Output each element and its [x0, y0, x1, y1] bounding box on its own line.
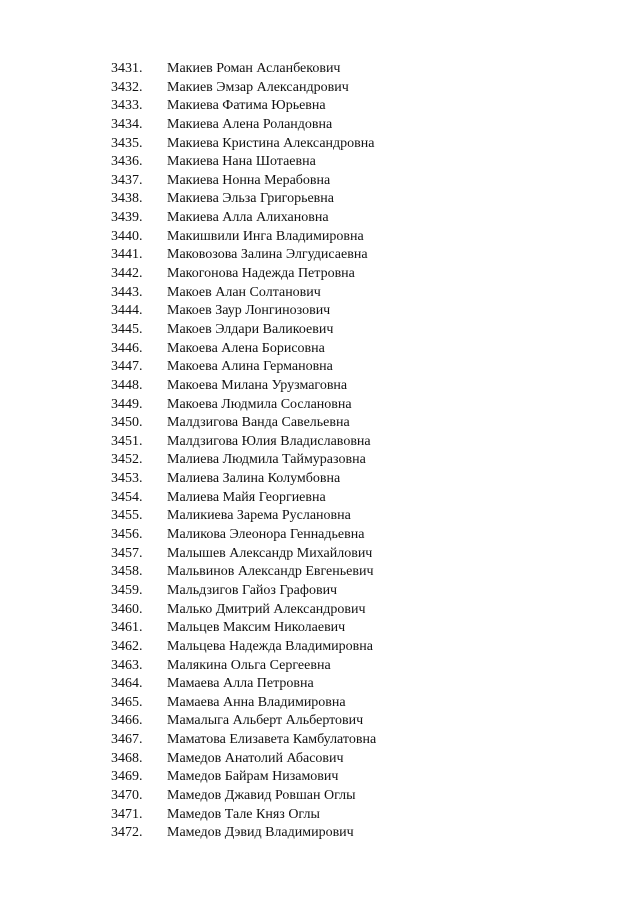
list-item: [0, 97, 640, 116]
list-item-number: 3443.: [111, 284, 143, 300]
list-item-name: Макишвили Инга Владимировна: [167, 228, 364, 244]
list-item: [0, 526, 640, 545]
list-item-number: 3437.: [111, 172, 143, 188]
list-item-name: Малько Дмитрий Александрович: [167, 601, 366, 617]
list-item-number: 3462.: [111, 638, 143, 654]
list-item: [0, 451, 640, 470]
list-item: [0, 601, 640, 620]
list-item-number: 3438.: [111, 191, 143, 207]
list-item-number: 3448.: [111, 377, 143, 393]
list-item: [0, 694, 640, 713]
list-item-number: 3447.: [111, 359, 143, 375]
list-item-number: 3472.: [111, 825, 143, 841]
list-item-number: 3452.: [111, 452, 143, 468]
list-item-number: 3470.: [111, 787, 143, 803]
list-item-name: Малышев Александр Михайлович: [167, 545, 373, 561]
list-item-number: 3446.: [111, 340, 143, 356]
list-item: [0, 712, 640, 731]
list-item: [0, 60, 640, 79]
list-item-name: Макогонова Надежда Петровна: [167, 266, 355, 282]
list-item-number: 3450.: [111, 415, 143, 431]
list-item-number: 3456.: [111, 527, 143, 543]
list-item-name: Макоев Алан Солтанович: [167, 284, 321, 300]
list-item: [0, 302, 640, 321]
list-item-name: Маликиева Зарема Руслановна: [167, 508, 351, 524]
list-item-number: 3441.: [111, 247, 143, 263]
list-item-name: Мальдзигов Гайоз Графович: [167, 582, 338, 598]
list-item-name: Мамаева Анна Владимировна: [167, 694, 346, 710]
list-item: [0, 638, 640, 657]
list-item-name: Мальвинов Александр Евгеньевич: [167, 564, 374, 580]
list-item-name: Макоев Элдари Валикоевич: [167, 321, 334, 337]
list-item: [0, 619, 640, 638]
list-item-name: Мальцева Надежда Владимировна: [167, 638, 373, 654]
list-item-number: 3459.: [111, 582, 143, 598]
list-item-number: 3439.: [111, 210, 143, 226]
list-item-number: 3465.: [111, 694, 143, 710]
list-item-number: 3458.: [111, 564, 143, 580]
list-item-number: 3436.: [111, 154, 143, 170]
list-item: [0, 172, 640, 191]
list-item: [0, 396, 640, 415]
list-item-number: 3467.: [111, 732, 143, 748]
list-item-name: Макиев Эмзар Александрович: [167, 79, 349, 95]
list-item: [0, 582, 640, 601]
list-item-number: 3434.: [111, 116, 143, 132]
list-item-name: Малдзигова Юлия Владиславовна: [167, 433, 371, 449]
list-item-number: 3433.: [111, 98, 143, 114]
list-item: [0, 246, 640, 265]
list-item: [0, 545, 640, 564]
list-item-number: 3440.: [111, 228, 143, 244]
list-item: [0, 284, 640, 303]
list-item-number: 3451.: [111, 433, 143, 449]
list-item-number: 3463.: [111, 657, 143, 673]
list-item: [0, 768, 640, 787]
list-item: [0, 824, 640, 843]
list-item: [0, 489, 640, 508]
list-item: [0, 377, 640, 396]
numbered-name-list: [0, 60, 640, 843]
list-item-name: Макоева Алина Германовна: [167, 359, 333, 375]
list-item-name: Малиева Майя Георгиевна: [167, 489, 326, 505]
list-item: [0, 358, 640, 377]
list-item-number: 3432.: [111, 79, 143, 95]
list-item-name: Мамедов Байрам Низамович: [167, 769, 339, 785]
list-item: [0, 153, 640, 172]
list-item-name: Макоева Милана Урузмаговна: [167, 377, 348, 393]
list-item: [0, 470, 640, 489]
list-item-name: Мамедов Джавид Ровшан Оглы: [167, 787, 356, 803]
list-item-name: Макиева Фатима Юрьевна: [167, 98, 326, 114]
list-item: [0, 563, 640, 582]
list-item: [0, 787, 640, 806]
list-item-name: Малдзигова Ванда Савельевна: [167, 415, 350, 431]
list-item-number: 3444.: [111, 303, 143, 319]
list-item-name: Макиева Алена Роландовна: [167, 116, 333, 132]
list-item-name: Малиева Залина Колумбовна: [167, 471, 341, 487]
list-item-name: Маматова Елизавета Камбулатовна: [167, 732, 377, 748]
list-item-name: Мамедов Анатолий Абасович: [167, 750, 344, 766]
list-item-number: 3435.: [111, 135, 143, 151]
list-item: [0, 190, 640, 209]
list-item-name: Макиев Роман Асланбекович: [167, 61, 341, 76]
list-item: [0, 806, 640, 825]
list-item-number: 3442.: [111, 266, 143, 282]
list-item: [0, 116, 640, 135]
list-item-number: 3466.: [111, 713, 143, 729]
list-item: [0, 414, 640, 433]
list-item: [0, 321, 640, 340]
list-item-name: Маковозова Залина Элгудисаевна: [167, 247, 368, 263]
list-item-number: 3469.: [111, 769, 143, 785]
list-item-name: Мальцев Максим Николаевич: [167, 620, 346, 636]
list-item-number: 3449.: [111, 396, 143, 412]
list-item: [0, 731, 640, 750]
list-item-name: Малякина Ольга Сергеевна: [167, 657, 331, 673]
list-item-number: 3457.: [111, 545, 143, 561]
list-item-name: Мамалыга Альберт Альбертович: [167, 713, 364, 729]
list-item-name: Макиева Нана Шотаевна: [167, 154, 316, 170]
list-item-name: Маликова Элеонора Геннадьевна: [167, 527, 365, 543]
list-item-number: 3454.: [111, 489, 143, 505]
list-item-name: Макиева Эльза Григорьевна: [167, 191, 334, 207]
list-item-number: 3453.: [111, 471, 143, 487]
list-item-name: Макоева Алена Борисовна: [167, 340, 325, 356]
list-item-number: 3471.: [111, 806, 143, 822]
list-item-name: Мамаева Алла Петровна: [167, 676, 314, 692]
list-item-name: Мамедов Тале Княз Оглы: [167, 806, 320, 822]
list-item-number: 3460.: [111, 601, 143, 617]
list-item: [0, 79, 640, 98]
list-item: [0, 209, 640, 228]
list-item-name: Макиева Алла Алихановна: [167, 210, 329, 226]
list-item: [0, 750, 640, 769]
list-item-number: 3464.: [111, 676, 143, 692]
list-item-name: Макиева Кристина Александровна: [167, 135, 375, 151]
list-item-number: 3445.: [111, 321, 143, 337]
list-item-name: Малиева Людмила Таймуразовна: [167, 452, 366, 468]
list-item-name: Макоева Людмила Сослановна: [167, 396, 352, 412]
list-item-number: 3461.: [111, 620, 143, 636]
list-item-number: 3468.: [111, 750, 143, 766]
list-item: [0, 265, 640, 284]
list-item-number: 3431.: [111, 61, 143, 76]
list-item-name: Макоев Заур Лонгинозович: [167, 303, 331, 319]
list-item-name: Мамедов Дэвид Владимирович: [167, 825, 354, 841]
list-item: [0, 657, 640, 676]
list-item: [0, 228, 640, 247]
list-item: [0, 433, 640, 452]
list-item: [0, 135, 640, 154]
list-item: [0, 340, 640, 359]
list-item: [0, 675, 640, 694]
list-item-number: 3455.: [111, 508, 143, 524]
list-item-name: Макиева Нонна Мерабовна: [167, 172, 331, 188]
list-item: [0, 507, 640, 526]
